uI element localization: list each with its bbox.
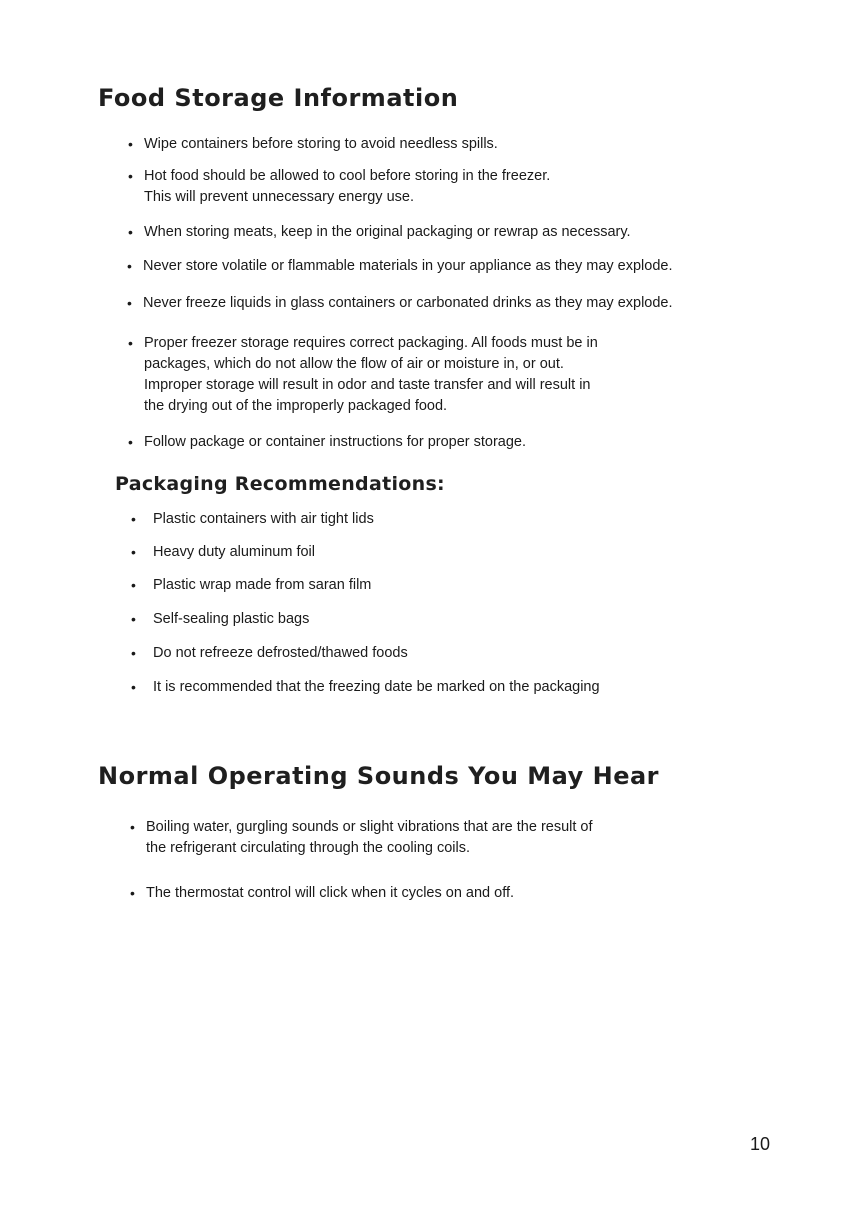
bullet-icon: •: [131, 577, 136, 593]
bullet-icon: •: [128, 168, 133, 184]
bullet-icon: •: [127, 258, 132, 274]
bullet-icon: •: [128, 224, 133, 240]
page-number: 10: [749, 1134, 770, 1154]
bullet-icon: •: [128, 136, 133, 152]
bullet-icon: •: [131, 544, 136, 560]
list-item: • Never store volatile or flammable materials in your appliance as they may explode.: [143, 256, 673, 277]
packaging-heading: Packaging Recommendations:: [115, 473, 445, 495]
list-item: • Proper freezer storage requires correct packaging. All foods must be in packages, which do not allow the flow of air or moisture in, or out. Improper storage will result in odor and taste transfer and will result in the drying out of the improperly packaged food.: [128, 335, 598, 414]
list-item: • Wipe containers before storing to avoid needless spills.: [144, 134, 498, 155]
bullet-icon: •: [131, 645, 136, 661]
bullet-icon: •: [128, 335, 133, 351]
bullet-icon: •: [131, 511, 136, 527]
list-item: • Follow package or container instructions for proper storage.: [144, 432, 526, 453]
bullet-icon: •: [127, 295, 132, 311]
food-storage-heading: Food Storage Information: [98, 84, 459, 112]
list-item: • It is recommended that the freezing date be marked on the packaging: [153, 677, 600, 698]
bullet-icon: •: [130, 885, 135, 901]
list-item: • When storing meats, keep in the original packaging or rewrap as necessary.: [144, 222, 631, 243]
list-item: • Self-sealing plastic bags: [153, 609, 309, 630]
list-item: • The thermostat control will click when it cycles on and off.: [146, 883, 514, 904]
list-item: • Hot food should be allowed to cool before storing in the freezer. This will prevent unnecessary energy use.: [128, 168, 551, 205]
bullet-icon: •: [131, 679, 136, 695]
list-item: • Plastic wrap made from saran film: [153, 575, 371, 596]
list-item: • Heavy duty aluminum foil: [153, 542, 315, 563]
list-item: • Never freeze liquids in glass containers or carbonated drinks as they may explode.: [143, 293, 673, 314]
bullet-icon: •: [128, 434, 133, 450]
list-item: • Boiling water, gurgling sounds or slight vibrations that are the result of the refrigerant circulating through the cooling coils.: [130, 819, 593, 856]
bullet-icon: •: [131, 611, 136, 627]
sounds-heading: Normal Operating Sounds You May Hear: [98, 762, 660, 790]
list-item: • Do not refreeze defrosted/thawed foods: [153, 643, 408, 664]
list-item: • Plastic containers with air tight lids: [153, 509, 374, 530]
bullet-icon: •: [130, 819, 135, 835]
